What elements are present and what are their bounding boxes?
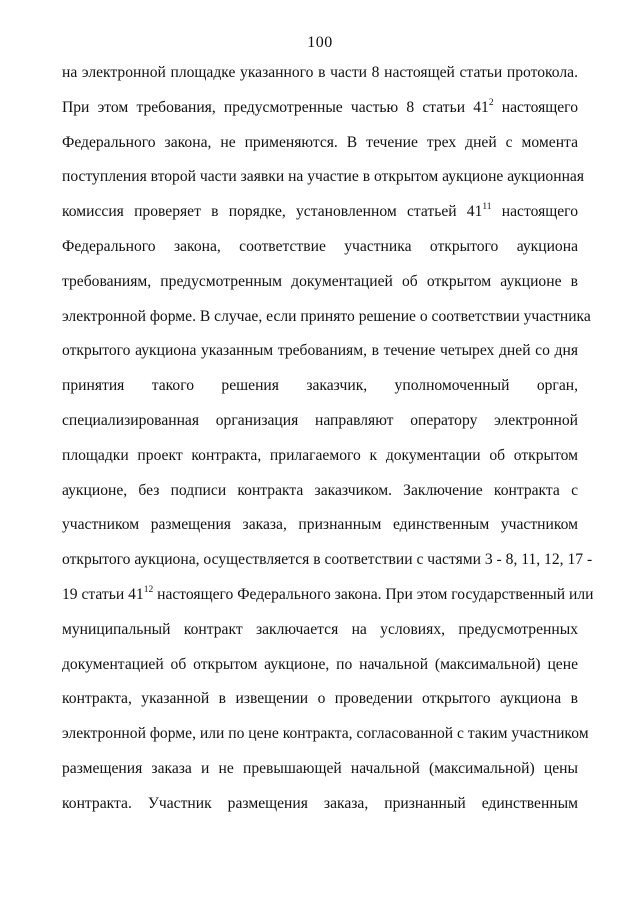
text-line: [62, 578, 594, 613]
text-fragment: комиссия проверяет в порядке, установленном статьей 41: [62, 203, 483, 221]
text-line: муниципальный контракт заключается на условиях, предусмотренных: [62, 620, 578, 638]
text-line: участником размещения заказа, признанным единственным участником: [62, 516, 578, 534]
text-line: [62, 195, 578, 230]
text-fragment: При этом требования, предусмотренные частью 8 статьи 41: [62, 98, 489, 116]
text-line: контракта, указанной в извещении о проведении открытого аукциона в: [62, 690, 578, 708]
text-line: документацией об открытом аукционе, по начальной (максимальной) цене: [62, 655, 578, 673]
page-number: 100: [307, 34, 333, 51]
superscript: 11: [482, 202, 492, 213]
text-line: площадки проект контракта, прилагаемого к документации об открытом: [62, 446, 578, 464]
text-line: поступления второй части заявки на участие в открытом аукционе аукционная: [62, 168, 585, 186]
text-fragment: 19 статьи 41: [62, 585, 144, 603]
text-line: электронной форме, или по цене контракта, согласованной с таким участником: [62, 725, 589, 743]
text-line: специализированная организация направляют оператору электронной: [62, 411, 578, 429]
text-fragment: настоящего Федерального закона. При этом государственный или: [153, 585, 594, 603]
text-line: Федерального закона, не применяются. В течение трех дней с момента: [62, 133, 578, 151]
text-line: [62, 91, 578, 126]
text-line: открытого аукциона, осуществляется в соответствии с частями 3 - 8, 11, 12, 17 -: [62, 551, 593, 569]
text-line: открытого аукциона указанным требованиям, в течение четырех дней со дня: [62, 342, 578, 360]
text-line: размещения заказа и не превышающей начальной (максимальной) цены: [62, 759, 578, 777]
text-line: контракта. Участник размещения заказа, признанный единственным: [62, 794, 578, 812]
superscript: 12: [143, 584, 154, 595]
text-line: электронной форме. В случае, если принято решение о соответствии участника: [62, 307, 591, 325]
text-line: требованиям, предусмотренным документацией об открытом аукционе в: [62, 272, 578, 290]
text-line: на электронной площадке указанного в части 8 настоящей статьи протокола.: [62, 64, 578, 81]
text-line: аукционе, без подписи контракта заказчиком. Заключение контракта с: [62, 481, 578, 499]
text-fragment: настоящего: [493, 98, 578, 116]
text-line: Федерального закона, соответствие участника открытого аукциона: [62, 237, 578, 255]
text-fragment: настоящего: [491, 203, 578, 221]
superscript: 2: [488, 97, 494, 108]
body-text: [62, 56, 594, 822]
text-line: принятия такого решения заказчик, уполномоченный орган,: [62, 377, 578, 395]
